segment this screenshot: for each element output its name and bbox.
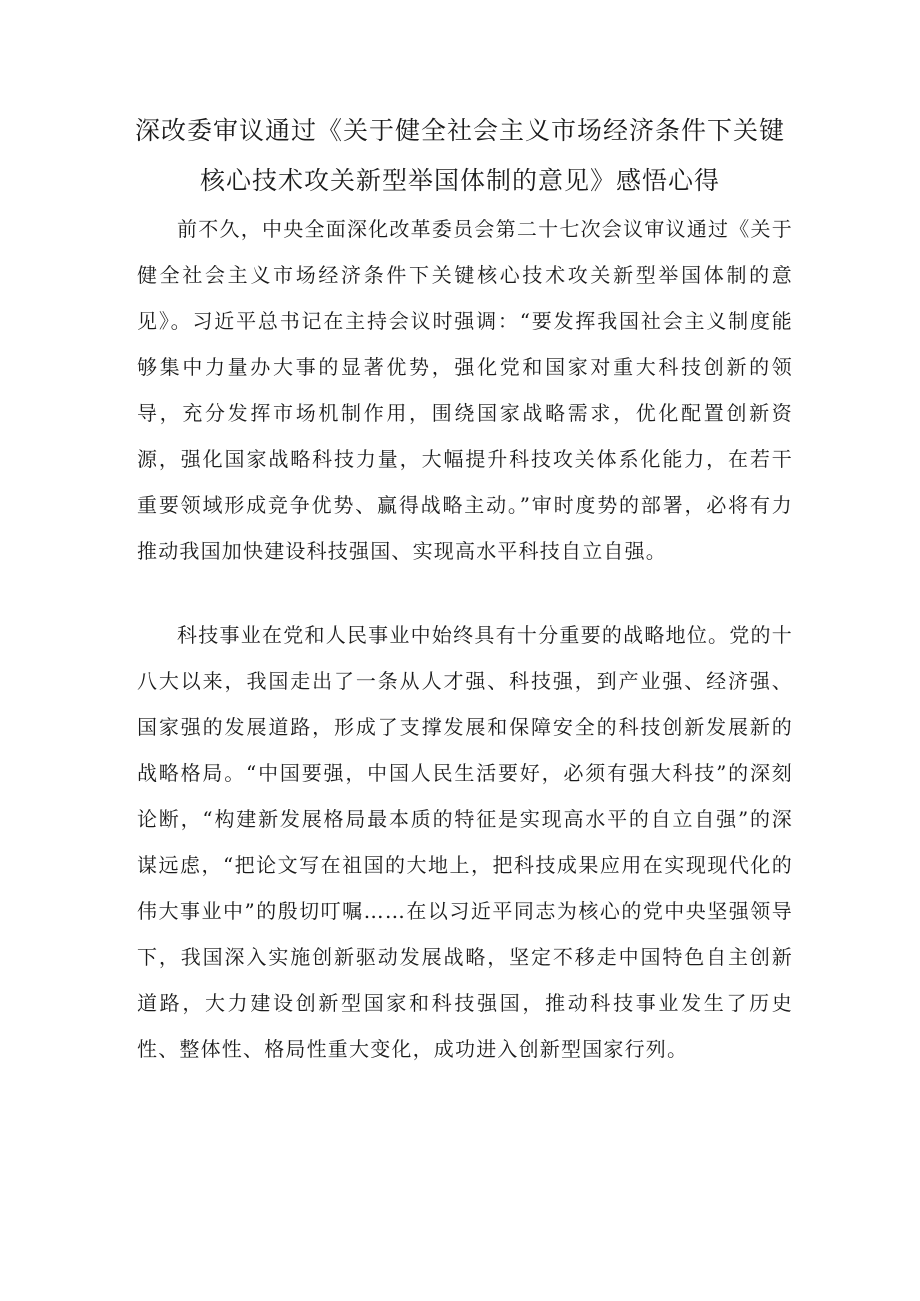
document-title-line-1: 深改委审议通过《关于健全社会主义市场经济条件下关键 xyxy=(134,116,785,145)
paragraph-2: 科技事业在党和人民事业中始终具有十分重要的战略地位。党的十八大以来，我国走出了一条从人才强、科技强，到产业强、经济强、国家强的发展道路，形成了支撑发展和保障安全的科技创新发展新的战略格局。“中国要强，中国人民生活要好，必须有强大科技”的深刻论断，“构建新发展格局最本质的特征是实现高水平的自立自强”的深谋远虑，“把论文写在祖国的大地上，把科技成果应用在实现现代化的伟大事业中”的殷切叮嘱……在以习近平同志为核心的党中央坚强领导下，我国深入实施创新驱动发展战略，坚定不移走中国特色自主创新道路，大力建设创新型国家和科技强国，推动科技事业发生了历史性、整体性、格局性重大变化，成功进入创新型国家行列。 xyxy=(137,623,793,1061)
document-title-line-2: 核心技术攻关新型举国体制的意见》感悟心得 xyxy=(199,166,720,195)
paragraph-1: 前不久，中央全面深化改革委员会第二十七次会议审议通过《关于健全社会主义市场经济条件下关键核心技术攻关新型举国体制的意见》。习近平总书记在主持会议时强调：“要发挥我国社会主义制度能够集中力量办大事的显著优势，强化党和国家对重大科技创新的领导，充分发挥市场机制作用，围绕国家战略需求，优化配置创新资源，强化国家战略科技力量，大幅提升科技攻关体系化能力，在若干重要领域形成竞争优势、赢得战略主动。”审时度势的部署，必将有力推动我国加快建设科技强国、实现高水平科技自立自强。 xyxy=(137,217,793,563)
